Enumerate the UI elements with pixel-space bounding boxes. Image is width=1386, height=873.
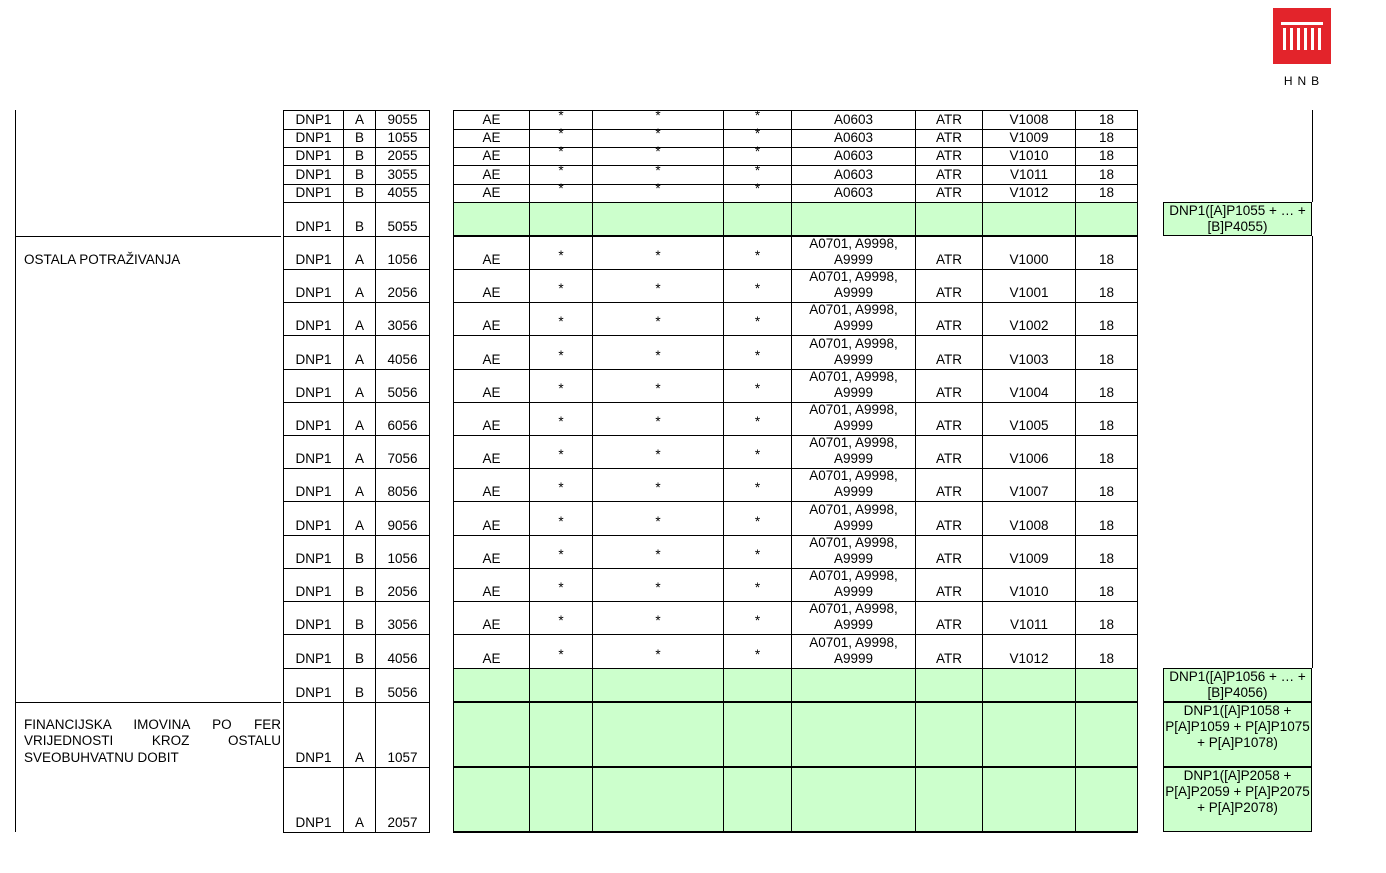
cell-s1: * xyxy=(529,468,592,501)
cell-ae xyxy=(453,702,529,767)
cell-acc: A0701, A9998, A9999 xyxy=(791,335,915,369)
cell-acc: A0603 xyxy=(791,110,915,129)
cell-num: 7056 xyxy=(375,435,430,468)
cell-n: 18 xyxy=(1075,129,1138,147)
cell-code: DNP1 xyxy=(283,110,343,129)
row-description xyxy=(16,302,281,335)
row-description xyxy=(16,202,281,236)
cell-col: A xyxy=(343,435,375,468)
cell-num: 3055 xyxy=(375,165,430,184)
cell-atr xyxy=(915,767,982,832)
cell-code: DNP1 xyxy=(283,468,343,501)
cell-s3: * xyxy=(723,468,791,501)
cell-n: 18 xyxy=(1075,601,1138,634)
cell-v: V1008 xyxy=(982,501,1075,535)
cell-v: V1011 xyxy=(982,165,1075,184)
cell-col: A xyxy=(343,501,375,535)
row-description xyxy=(16,535,281,568)
cell-s1: * xyxy=(529,601,592,634)
cell-s2 xyxy=(592,668,723,702)
cell-atr: ATR xyxy=(915,435,982,468)
cell-atr: ATR xyxy=(915,269,982,302)
cell-s2: * xyxy=(592,147,723,165)
cell-s1: * xyxy=(529,535,592,568)
cell-atr: ATR xyxy=(915,335,982,369)
cell-acc: A0603 xyxy=(791,129,915,147)
cell-s3: * xyxy=(723,369,791,402)
cell-num: 2056 xyxy=(375,568,430,601)
cell-s1 xyxy=(529,702,592,767)
row-description xyxy=(16,668,281,702)
cell-v: V1005 xyxy=(982,402,1075,435)
cell-s3: * xyxy=(723,634,791,668)
cell-acc: A0701, A9998, A9999 xyxy=(791,634,915,668)
cell-num: 1056 xyxy=(375,236,430,269)
cell-s3: * xyxy=(723,501,791,535)
table-row xyxy=(0,302,1386,335)
cell-s3: * xyxy=(723,302,791,335)
table-row xyxy=(0,634,1386,668)
cell-s3: * xyxy=(723,165,791,184)
cell-formula: DNP1([A]P1058 + P[A]P1059 + P[A]P1075 + P[A]P1078) xyxy=(1163,702,1312,767)
cell-s3 xyxy=(723,668,791,702)
cell-s1 xyxy=(529,767,592,832)
row-description xyxy=(16,184,281,202)
cell-n: 18 xyxy=(1075,535,1138,568)
cell-col: A xyxy=(343,236,375,269)
cell-atr xyxy=(915,202,982,236)
cell-s1: * xyxy=(529,129,592,147)
cell-ae: AE xyxy=(453,184,529,202)
cell-s1: * xyxy=(529,269,592,302)
cell-s3 xyxy=(723,202,791,236)
cell-col: A xyxy=(343,110,375,129)
cell-num: 9056 xyxy=(375,501,430,535)
row-description xyxy=(16,165,281,184)
cell-s1 xyxy=(529,202,592,236)
cell-code: DNP1 xyxy=(283,535,343,568)
cell-ae: AE xyxy=(453,402,529,435)
cell-code: DNP1 xyxy=(283,702,343,767)
cell-n: 18 xyxy=(1075,501,1138,535)
table-row xyxy=(0,668,1386,702)
row-description xyxy=(16,110,281,129)
cell-col: A xyxy=(343,269,375,302)
cell-s1: * xyxy=(529,634,592,668)
cell-s3: * xyxy=(723,435,791,468)
cell-ae: AE xyxy=(453,568,529,601)
cell-s1: * xyxy=(529,110,592,129)
cell-s1 xyxy=(529,668,592,702)
cell-s1: * xyxy=(529,435,592,468)
cell-n: 18 xyxy=(1075,236,1138,269)
cell-acc: A0603 xyxy=(791,165,915,184)
cell-s2: * xyxy=(592,402,723,435)
table-row xyxy=(0,767,1386,832)
row-description xyxy=(16,269,281,302)
cell-col: B xyxy=(343,634,375,668)
cell-col: B xyxy=(343,668,375,702)
table-row xyxy=(0,202,1386,236)
cell-atr: ATR xyxy=(915,165,982,184)
cell-ae: AE xyxy=(453,335,529,369)
cell-ae: AE xyxy=(453,302,529,335)
cell-n: 18 xyxy=(1075,468,1138,501)
cell-s3: * xyxy=(723,535,791,568)
cell-num: 4056 xyxy=(375,335,430,369)
cell-code: DNP1 xyxy=(283,269,343,302)
cell-s2: * xyxy=(592,269,723,302)
cell-ae: AE xyxy=(453,468,529,501)
row-description xyxy=(16,129,281,147)
cell-s3: * xyxy=(723,568,791,601)
cell-col: A xyxy=(343,468,375,501)
table-row xyxy=(0,535,1386,568)
cell-s1: * xyxy=(529,147,592,165)
cell-n: 18 xyxy=(1075,634,1138,668)
cell-s2: * xyxy=(592,129,723,147)
cell-v: V1004 xyxy=(982,369,1075,402)
table-row xyxy=(0,568,1386,601)
cell-num: 5055 xyxy=(375,202,430,236)
hnb-logo-text: HNB xyxy=(1283,74,1325,88)
cell-ae: AE xyxy=(453,236,529,269)
cell-n: 18 xyxy=(1075,184,1138,202)
cell-s2 xyxy=(592,702,723,767)
cell-atr xyxy=(915,702,982,767)
cell-v: V1002 xyxy=(982,302,1075,335)
cell-num: 6056 xyxy=(375,402,430,435)
cell-s1: * xyxy=(529,165,592,184)
cell-ae: AE xyxy=(453,110,529,129)
cell-n: 18 xyxy=(1075,435,1138,468)
cell-s2: * xyxy=(592,568,723,601)
cell-acc xyxy=(791,767,915,832)
cell-ae: AE xyxy=(453,435,529,468)
cell-acc: A0701, A9998, A9999 xyxy=(791,535,915,568)
cell-acc: A0701, A9998, A9999 xyxy=(791,302,915,335)
cell-formula: DNP1([A]P2058 + P[A]P2059 + P[A]P2075 + P[A]P2078) xyxy=(1163,767,1312,832)
cell-code: DNP1 xyxy=(283,767,343,832)
cell-s1: * xyxy=(529,184,592,202)
cell-col: A xyxy=(343,302,375,335)
row-description xyxy=(16,501,281,535)
cell-code: DNP1 xyxy=(283,129,343,147)
cell-num: 2056 xyxy=(375,269,430,302)
cell-v: V1012 xyxy=(982,184,1075,202)
cell-n xyxy=(1075,767,1138,832)
cell-acc xyxy=(791,202,915,236)
cell-ae: AE xyxy=(453,535,529,568)
cell-code: DNP1 xyxy=(283,147,343,165)
cell-v xyxy=(982,702,1075,767)
cell-col: B xyxy=(343,129,375,147)
table-bottom-border xyxy=(283,832,430,833)
cell-ae: AE xyxy=(453,147,529,165)
cell-code: DNP1 xyxy=(283,402,343,435)
cell-col: B xyxy=(343,165,375,184)
outer-border xyxy=(1312,236,1313,668)
cell-atr xyxy=(915,668,982,702)
cell-s2: * xyxy=(592,110,723,129)
row-description: OSTALA POTRAŽIVANJA xyxy=(16,236,281,269)
cell-s1: * xyxy=(529,402,592,435)
row-description xyxy=(16,601,281,634)
cell-atr: ATR xyxy=(915,129,982,147)
cell-col: A xyxy=(343,335,375,369)
cell-v: V1003 xyxy=(982,335,1075,369)
cell-s2: * xyxy=(592,468,723,501)
cell-atr: ATR xyxy=(915,468,982,501)
cell-ae: AE xyxy=(453,601,529,634)
cell-n: 18 xyxy=(1075,402,1138,435)
cell-v: V1006 xyxy=(982,435,1075,468)
row-description xyxy=(16,335,281,369)
cell-n: 18 xyxy=(1075,335,1138,369)
cell-v: V1000 xyxy=(982,236,1075,269)
table-row xyxy=(0,501,1386,535)
cell-ae: AE xyxy=(453,501,529,535)
cell-col: B xyxy=(343,202,375,236)
cell-acc: A0701, A9998, A9999 xyxy=(791,501,915,535)
cell-num: 3056 xyxy=(375,302,430,335)
cell-num: 1057 xyxy=(375,702,430,767)
cell-s3: * xyxy=(723,402,791,435)
cell-s3: * xyxy=(723,601,791,634)
cell-acc xyxy=(791,702,915,767)
row-description xyxy=(16,147,281,165)
cell-s2: * xyxy=(592,335,723,369)
cell-atr: ATR xyxy=(915,568,982,601)
cell-acc: A0701, A9998, A9999 xyxy=(791,236,915,269)
cell-atr: ATR xyxy=(915,236,982,269)
cell-s3: * xyxy=(723,147,791,165)
row-description xyxy=(16,634,281,668)
cell-code: DNP1 xyxy=(283,501,343,535)
row-description xyxy=(16,767,281,832)
cell-s1: * xyxy=(529,236,592,269)
cell-s1: * xyxy=(529,369,592,402)
table-row xyxy=(0,269,1386,302)
cell-v: V1012 xyxy=(982,634,1075,668)
cell-n: 18 xyxy=(1075,147,1138,165)
cell-s2: * xyxy=(592,435,723,468)
cell-col: A xyxy=(343,402,375,435)
cell-n: 18 xyxy=(1075,568,1138,601)
cell-acc: A0701, A9998, A9999 xyxy=(791,402,915,435)
cell-ae: AE xyxy=(453,634,529,668)
cell-code: DNP1 xyxy=(283,601,343,634)
cell-acc: A0701, A9998, A9999 xyxy=(791,468,915,501)
cell-ae: AE xyxy=(453,369,529,402)
cell-acc xyxy=(791,668,915,702)
table-row xyxy=(0,468,1386,501)
cell-v: V1007 xyxy=(982,468,1075,501)
cell-s3 xyxy=(723,767,791,832)
row-description xyxy=(16,369,281,402)
cell-s2: * xyxy=(592,165,723,184)
cell-s3: * xyxy=(723,269,791,302)
cell-code: DNP1 xyxy=(283,335,343,369)
cell-atr: ATR xyxy=(915,601,982,634)
cell-code: DNP1 xyxy=(283,369,343,402)
cell-atr: ATR xyxy=(915,535,982,568)
cell-s1: * xyxy=(529,568,592,601)
cell-acc: A0603 xyxy=(791,147,915,165)
cell-acc: A0701, A9998, A9999 xyxy=(791,568,915,601)
cell-s2: * xyxy=(592,302,723,335)
cell-n: 18 xyxy=(1075,369,1138,402)
cell-s2: * xyxy=(592,535,723,568)
cell-v: V1008 xyxy=(982,110,1075,129)
table-row xyxy=(0,402,1386,435)
cell-atr: ATR xyxy=(915,147,982,165)
cell-v: V1011 xyxy=(982,601,1075,634)
cell-v: V1001 xyxy=(982,269,1075,302)
cell-acc: A0701, A9998, A9999 xyxy=(791,369,915,402)
cell-acc: A0603 xyxy=(791,184,915,202)
cell-col: B xyxy=(343,147,375,165)
cell-col: A xyxy=(343,702,375,767)
cell-ae: AE xyxy=(453,129,529,147)
outer-border xyxy=(1312,110,1313,202)
cell-col: B xyxy=(343,184,375,202)
cell-s3: * xyxy=(723,335,791,369)
cell-v: V1009 xyxy=(982,129,1075,147)
cell-s2 xyxy=(592,202,723,236)
cell-col: B xyxy=(343,601,375,634)
cell-n xyxy=(1075,668,1138,702)
table-row xyxy=(0,601,1386,634)
outer-border xyxy=(15,110,16,832)
cell-code: DNP1 xyxy=(283,435,343,468)
cell-num: 2055 xyxy=(375,147,430,165)
cell-n: 18 xyxy=(1075,269,1138,302)
cell-ae xyxy=(453,668,529,702)
cell-n xyxy=(1075,202,1138,236)
cell-n: 18 xyxy=(1075,302,1138,335)
cell-n: 18 xyxy=(1075,165,1138,184)
row-description: FINANCIJSKA IMOVINA PO FER VRIJEDNOSTI KROZ OSTALU SVEOBUHVATNU DOBIT xyxy=(16,702,281,767)
cell-s1: * xyxy=(529,302,592,335)
cell-acc: A0701, A9998, A9999 xyxy=(791,269,915,302)
cell-col: A xyxy=(343,767,375,832)
cell-atr: ATR xyxy=(915,501,982,535)
cell-code: DNP1 xyxy=(283,202,343,236)
cell-atr: ATR xyxy=(915,302,982,335)
cell-formula: DNP1([A]P1056 + … + [B]P4056) xyxy=(1163,668,1312,702)
cell-num: 1056 xyxy=(375,535,430,568)
cell-s2: * xyxy=(592,601,723,634)
cell-num: 9055 xyxy=(375,110,430,129)
cell-v xyxy=(982,668,1075,702)
table-row xyxy=(0,335,1386,369)
cell-s3 xyxy=(723,702,791,767)
cell-s2: * xyxy=(592,369,723,402)
row-description xyxy=(16,568,281,601)
cell-v: V1010 xyxy=(982,568,1075,601)
cell-atr: ATR xyxy=(915,184,982,202)
cell-s3: * xyxy=(723,129,791,147)
cell-atr: ATR xyxy=(915,402,982,435)
cell-s2: * xyxy=(592,634,723,668)
cell-s1: * xyxy=(529,501,592,535)
cell-atr: ATR xyxy=(915,369,982,402)
cell-s3: * xyxy=(723,110,791,129)
cell-s2 xyxy=(592,767,723,832)
cell-num: 1055 xyxy=(375,129,430,147)
cell-s2: * xyxy=(592,184,723,202)
row-description xyxy=(16,435,281,468)
table-row xyxy=(0,181,1386,202)
cell-atr: ATR xyxy=(915,634,982,668)
table-bottom-border xyxy=(453,832,1138,833)
cell-col: B xyxy=(343,535,375,568)
cell-ae: AE xyxy=(453,269,529,302)
cell-s3: * xyxy=(723,184,791,202)
cell-s2: * xyxy=(592,236,723,269)
cell-s2: * xyxy=(592,501,723,535)
cell-atr: ATR xyxy=(915,110,982,129)
table-row xyxy=(0,702,1386,767)
cell-v xyxy=(982,202,1075,236)
cell-col: B xyxy=(343,568,375,601)
cell-code: DNP1 xyxy=(283,236,343,269)
cell-n: 18 xyxy=(1075,110,1138,129)
cell-num: 4056 xyxy=(375,634,430,668)
cell-v: V1009 xyxy=(982,535,1075,568)
cell-col: A xyxy=(343,369,375,402)
table-row xyxy=(0,435,1386,468)
table-row xyxy=(0,369,1386,402)
table-row xyxy=(0,236,1386,269)
cell-acc: A0701, A9998, A9999 xyxy=(791,601,915,634)
cell-num: 5056 xyxy=(375,668,430,702)
cell-formula: DNP1([A]P1055 + … + [B]P4055) xyxy=(1163,202,1312,236)
cell-code: DNP1 xyxy=(283,184,343,202)
cell-s3: * xyxy=(723,236,791,269)
cell-ae: AE xyxy=(453,165,529,184)
cell-num: 8056 xyxy=(375,468,430,501)
cell-num: 4055 xyxy=(375,184,430,202)
row-description xyxy=(16,402,281,435)
cell-acc: A0701, A9998, A9999 xyxy=(791,435,915,468)
cell-num: 2057 xyxy=(375,767,430,832)
cell-n xyxy=(1075,702,1138,767)
cell-num: 5056 xyxy=(375,369,430,402)
cell-s1: * xyxy=(529,335,592,369)
cell-ae xyxy=(453,202,529,236)
cell-code: DNP1 xyxy=(283,568,343,601)
cell-code: DNP1 xyxy=(283,668,343,702)
cell-v: V1010 xyxy=(982,147,1075,165)
cell-code: DNP1 xyxy=(283,634,343,668)
cell-code: DNP1 xyxy=(283,165,343,184)
cell-code: DNP1 xyxy=(283,302,343,335)
cell-ae xyxy=(453,767,529,832)
cell-v xyxy=(982,767,1075,832)
row-description xyxy=(16,468,281,501)
cell-num: 3056 xyxy=(375,601,430,634)
